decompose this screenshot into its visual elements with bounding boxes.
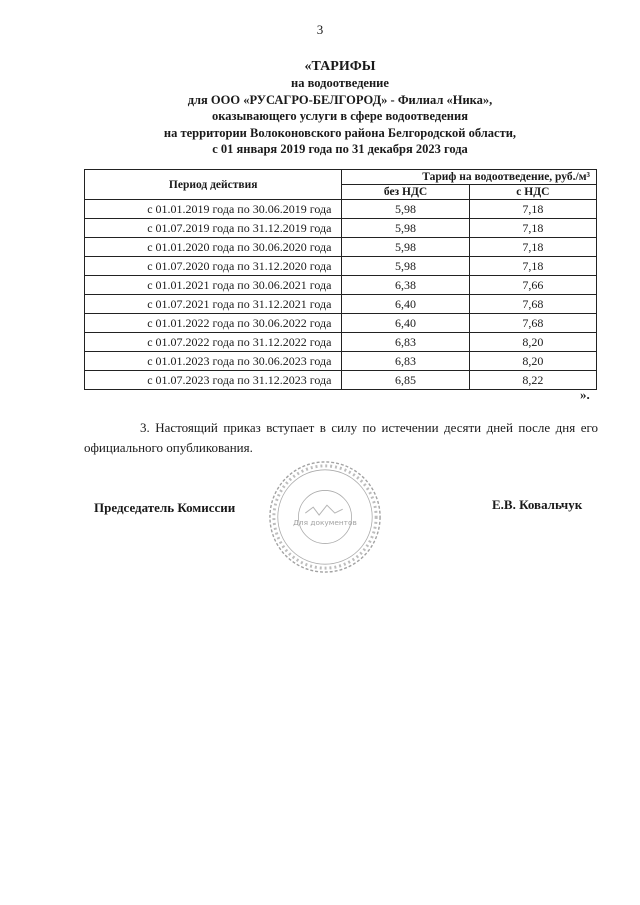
no-vat-cell: 6,83	[342, 333, 469, 352]
seal-text: Для документов	[293, 517, 357, 527]
table-row	[85, 333, 597, 352]
title-line-2: на водоотведение	[291, 76, 389, 90]
title-line-6: с 01 января 2019 года по 31 декабря 2023 года	[212, 142, 468, 156]
table-row	[85, 219, 597, 238]
no-vat-cell: 5,98	[342, 200, 469, 219]
title-line-1: «ТАРИФЫ	[304, 59, 376, 74]
table-row	[85, 352, 597, 371]
no-vat-cell: 6,38	[342, 276, 469, 295]
period-cell: с 01.07.2022 года по 31.12.2022 года	[85, 333, 342, 352]
period-cell: с 01.07.2021 года по 31.12.2021 года	[85, 295, 342, 314]
title-line-5: на территории Волоконовского района Белгородской области,	[163, 125, 517, 140]
table-row	[85, 276, 597, 295]
vat-cell: 8,20	[469, 333, 596, 352]
no-vat-header: без НДС	[342, 185, 469, 200]
effective-date-paragraph: 3. Настоящий приказ вступает в силу по истечении десяти дней после дня его официального опубликования.	[84, 420, 598, 455]
period-header: Период действия	[85, 170, 342, 200]
vat-cell: 7,68	[469, 314, 596, 333]
period-cell: с 01.07.2019 года по 31.12.2019 года	[85, 219, 342, 238]
official-seal	[266, 458, 384, 576]
no-vat-cell: 6,83	[342, 352, 469, 371]
title-line-3: для ООО «РУСАГРО-БЕЛГОРОД» - Филиал «Ника»,	[187, 92, 493, 107]
vat-cell: 7,18	[469, 219, 596, 238]
vat-cell: 7,68	[469, 295, 596, 314]
period-cell: с 01.01.2019 года по 30.06.2019 года	[85, 200, 342, 219]
table-row	[85, 200, 597, 219]
tariff-table	[84, 169, 597, 390]
table-row	[85, 257, 597, 276]
no-vat-cell: 5,98	[342, 238, 469, 257]
table-row	[85, 314, 597, 333]
signatory-position: Председатель Комиссии	[94, 500, 236, 515]
no-vat-cell: 5,98	[342, 219, 469, 238]
closing-quote-mark: ».	[580, 387, 590, 402]
title-line-4: оказывающего услуги в сфере водоотведения	[212, 109, 468, 123]
vat-cell: 8,22	[469, 371, 596, 390]
vat-cell: 7,18	[469, 257, 596, 276]
period-cell: с 01.01.2020 года по 30.06.2020 года	[85, 238, 342, 257]
vat-cell: 7,18	[469, 238, 596, 257]
document-title	[60, 58, 620, 158]
table-row	[85, 295, 597, 314]
period-cell: с 01.01.2023 года по 30.06.2023 года	[85, 352, 342, 371]
period-cell: с 01.01.2022 года по 30.06.2022 года	[85, 314, 342, 333]
table-row	[85, 238, 597, 257]
table-row	[85, 371, 597, 390]
signatory-name: Е.В. Ковальчук	[492, 497, 583, 512]
tariff-header: Тариф на водоотведение, руб./м³	[342, 170, 597, 185]
vat-cell: 8,20	[469, 352, 596, 371]
period-cell: с 01.01.2021 года по 30.06.2021 года	[85, 276, 342, 295]
no-vat-cell: 6,85	[342, 371, 469, 390]
no-vat-cell: 6,40	[342, 314, 469, 333]
no-vat-cell: 5,98	[342, 257, 469, 276]
vat-cell: 7,66	[469, 276, 596, 295]
no-vat-cell: 6,40	[342, 295, 469, 314]
vat-cell: 7,18	[469, 200, 596, 219]
page-number: 3	[316, 22, 324, 37]
vat-header: с НДС	[469, 185, 596, 200]
period-cell: с 01.07.2020 года по 31.12.2020 года	[85, 257, 342, 276]
period-cell: с 01.07.2023 года по 31.12.2023 года	[85, 371, 342, 390]
